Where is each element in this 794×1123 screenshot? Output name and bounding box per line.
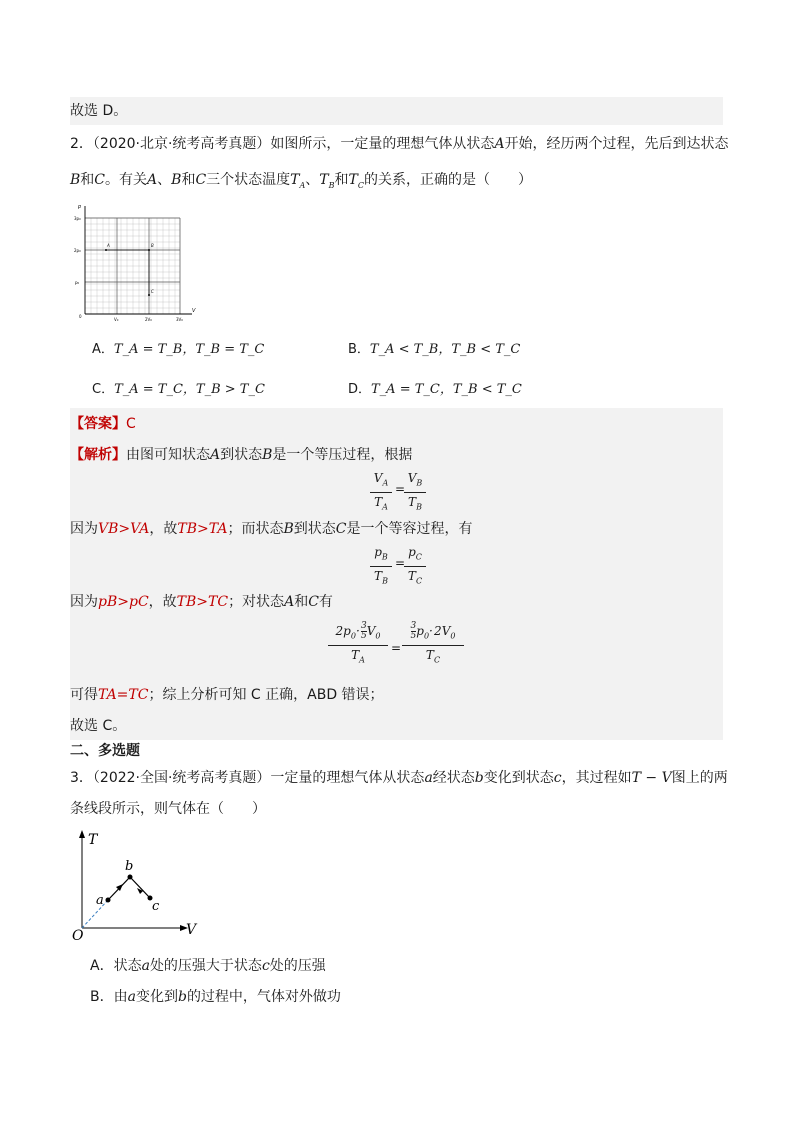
option-C-text: T_A = T_C，T_B > T_C bbox=[114, 382, 265, 397]
y-tick-1: p₀ bbox=[75, 280, 80, 285]
prev-answer: 故选 D。 bbox=[70, 103, 128, 119]
a1c: 到状态 bbox=[220, 447, 263, 463]
label-a: a bbox=[96, 893, 104, 908]
formula-VA-TA: $V_A$ $T_A$ bbox=[370, 470, 392, 516]
answer-value: C bbox=[126, 416, 136, 432]
a1d: B bbox=[262, 447, 273, 463]
q2-line1-tail: 开始，经历两个过程，先后到达状态 bbox=[504, 136, 729, 152]
q2-l2-tail: 的关系，正确的是（ ） bbox=[363, 172, 532, 188]
a3a: 因为 bbox=[70, 594, 98, 610]
formula-rhs: $\frac{3}{5}$ $p_0\cdot$ $2V_0$ $T_C$ bbox=[402, 622, 464, 669]
point-B bbox=[148, 249, 150, 251]
q2-l2-B2: B bbox=[171, 172, 182, 188]
q2-l2-B: B bbox=[70, 172, 81, 188]
t-axis-label: T bbox=[88, 832, 98, 848]
q2-line1 bbox=[70, 134, 729, 154]
q3-optB-mid: 变化到 bbox=[135, 989, 178, 1005]
q3-optA-a: a bbox=[141, 958, 150, 974]
final-answer: 故选 C。 bbox=[70, 718, 127, 734]
q3-option-B[interactable] bbox=[90, 987, 743, 1007]
y-tick-2: 2p₀ bbox=[74, 248, 81, 253]
q3-optA-end: 处的压强 bbox=[269, 958, 326, 974]
a3i: 有 bbox=[318, 594, 333, 610]
q3-l1e: 图上的两 bbox=[671, 770, 728, 786]
a2g: 到状态 bbox=[293, 521, 336, 537]
formula2-eq: = bbox=[395, 556, 406, 570]
analysis-line4 bbox=[70, 685, 723, 705]
q3-l1-c: c bbox=[553, 770, 562, 786]
q3-l1d: ，其过程如 bbox=[561, 770, 632, 786]
q3-l1-tv: T − V bbox=[631, 770, 672, 786]
formula-lhs: $2p_0\cdot$ $\frac{3}{5}$ $V_0$ $T_A$ bbox=[328, 622, 388, 669]
t-axis-arrow bbox=[79, 830, 85, 838]
point-b bbox=[128, 875, 133, 880]
formula-pC-TC: $p_C$ $T_C$ bbox=[404, 544, 426, 590]
label-c: c bbox=[152, 899, 160, 914]
q2-option-A[interactable] bbox=[92, 338, 264, 357]
q3-line2: 条线段所示，则气体在（ ） bbox=[70, 801, 266, 817]
point-a bbox=[106, 898, 111, 903]
analysis-line1 bbox=[70, 445, 723, 465]
formula-VB-TB: $V_B$ $T_B$ bbox=[404, 470, 426, 516]
q3-optB-b: b bbox=[177, 989, 187, 1005]
label-B: B bbox=[151, 243, 154, 248]
option-C-label: C． bbox=[92, 382, 115, 397]
y-axis-label: p bbox=[78, 204, 82, 210]
option-D-label: D． bbox=[348, 382, 372, 397]
origin-label: 0 bbox=[79, 314, 82, 319]
a2d: TB>TA bbox=[177, 521, 228, 537]
q2-l2-he3: 和 bbox=[334, 172, 349, 188]
q3-optA-label: A．状态 bbox=[90, 958, 142, 974]
a2h: C bbox=[335, 521, 347, 537]
a2a: 因为 bbox=[70, 521, 98, 537]
q3-optA-mid: 处的压强大于状态 bbox=[149, 958, 262, 974]
answer-tag: 【答案】 bbox=[70, 416, 126, 432]
q3-optA-c: c bbox=[261, 958, 270, 974]
point-A bbox=[105, 249, 107, 251]
a4b: TA=TC bbox=[98, 687, 149, 703]
q2-line2 bbox=[70, 170, 723, 196]
q2-l2-A: A bbox=[147, 172, 158, 188]
q2-l2-he: 和 bbox=[80, 172, 95, 188]
q2-l2-sep: 、 bbox=[157, 172, 172, 188]
origin-O: O bbox=[72, 928, 84, 944]
section-multi-choice: 二、多选题 bbox=[70, 743, 140, 759]
x-tick-1: V₀ bbox=[114, 317, 119, 322]
label-A: A bbox=[107, 243, 110, 248]
q2-l2-TC-sub: C bbox=[357, 180, 364, 190]
a1a: 由图可知状态 bbox=[126, 447, 210, 463]
q3-l1-a: a bbox=[424, 770, 433, 786]
formula-pB-TB: $p_B$ $T_B$ bbox=[370, 544, 392, 590]
label-C: C bbox=[151, 289, 154, 294]
grid bbox=[85, 218, 180, 314]
a2e: ；而状态 bbox=[227, 521, 284, 537]
analysis-line2 bbox=[70, 519, 723, 539]
q2-option-B[interactable] bbox=[348, 338, 520, 357]
q2-l2-C2: C bbox=[195, 172, 207, 188]
dashed-line bbox=[82, 900, 108, 928]
a3d: TB>TC bbox=[176, 594, 229, 610]
a4a: 可得 bbox=[70, 687, 98, 703]
option-A-text: T_A = T_B，T_B = T_C bbox=[113, 342, 265, 357]
q2-option-D[interactable] bbox=[348, 378, 522, 397]
label-b: b bbox=[125, 859, 134, 874]
q2-pv-graph bbox=[70, 200, 200, 325]
q3-option-A[interactable] bbox=[90, 956, 743, 976]
x-tick-2: 2V₀ bbox=[145, 317, 152, 322]
option-B-text: T_A < T_B，T_B < T_C bbox=[369, 342, 521, 357]
q2-l2-C: C bbox=[94, 172, 106, 188]
answer-line bbox=[70, 414, 723, 434]
q2-l2-TB: T bbox=[319, 172, 329, 188]
option-D-text: T_A = T_C，T_B < T_C bbox=[371, 382, 522, 397]
y-tick-3: 3p₀ bbox=[74, 216, 81, 221]
a3g: 和 bbox=[294, 594, 309, 610]
segment-bc bbox=[130, 877, 150, 898]
q2-l2-TB-sub: B bbox=[328, 180, 335, 190]
q3-l1a: 3．（2022·全国·统考高考真题）一定量的理想气体从状态 bbox=[70, 770, 425, 786]
point-C bbox=[148, 294, 150, 296]
option-A-label: A． bbox=[92, 342, 114, 357]
a4c: ；综上分析可知 C 正确，ABD 错误； bbox=[148, 687, 384, 703]
v-axis-label: V bbox=[186, 922, 197, 938]
q2-l2-sep2: 、 bbox=[305, 172, 320, 188]
a3c: ，故 bbox=[148, 594, 177, 610]
q2-l2-wendu: 三个状态温度 bbox=[206, 172, 291, 188]
a1e: 是一个等压过程，根据 bbox=[272, 447, 413, 463]
q2-l2-TA: T bbox=[290, 172, 300, 188]
q2-l2-youguan: 。有关 bbox=[105, 172, 148, 188]
q3-line1 bbox=[70, 768, 728, 788]
q3-l1c: 变化到状态 bbox=[483, 770, 554, 786]
q2-l2-TA-sub: A bbox=[299, 180, 306, 190]
q2-l2-he2: 和 bbox=[181, 172, 196, 188]
option-B-label: B． bbox=[348, 342, 370, 357]
x-tick-3: 3V₀ bbox=[176, 317, 183, 322]
formula1-eq: = bbox=[395, 482, 406, 496]
a3e: ；对状态 bbox=[228, 594, 285, 610]
a2b: VB>VA bbox=[98, 521, 150, 537]
q3-optB-a: a bbox=[127, 989, 136, 1005]
analysis-line3 bbox=[70, 592, 723, 612]
a2f: B bbox=[283, 521, 294, 537]
q3-l1-b: b bbox=[474, 770, 484, 786]
q2-l2-TC: T bbox=[348, 172, 358, 188]
q3-optB-end: 的过程中，气体对外做功 bbox=[186, 989, 341, 1005]
q2-option-C[interactable] bbox=[92, 378, 265, 397]
q3-optB-label: B．由 bbox=[90, 989, 128, 1005]
x-axis-label: V bbox=[192, 308, 196, 314]
a3f: A bbox=[284, 594, 295, 610]
a3h: C bbox=[308, 594, 319, 610]
a3b: pB>pC bbox=[98, 594, 149, 610]
q3-tv-graph bbox=[70, 826, 210, 946]
a2c: ，故 bbox=[149, 521, 178, 537]
q2-state-A: A bbox=[494, 136, 505, 152]
a1b: A bbox=[210, 447, 221, 463]
formula3-eq: = bbox=[391, 641, 402, 655]
q3-l1b: 经状态 bbox=[432, 770, 475, 786]
analysis-tag: 【解析】 bbox=[70, 447, 126, 463]
a2i: 是一个等容过程，有 bbox=[346, 521, 473, 537]
q2-line1-text: 2．（2020·北京·统考高考真题）如图所示，一定量的理想气体从状态 bbox=[70, 136, 495, 152]
